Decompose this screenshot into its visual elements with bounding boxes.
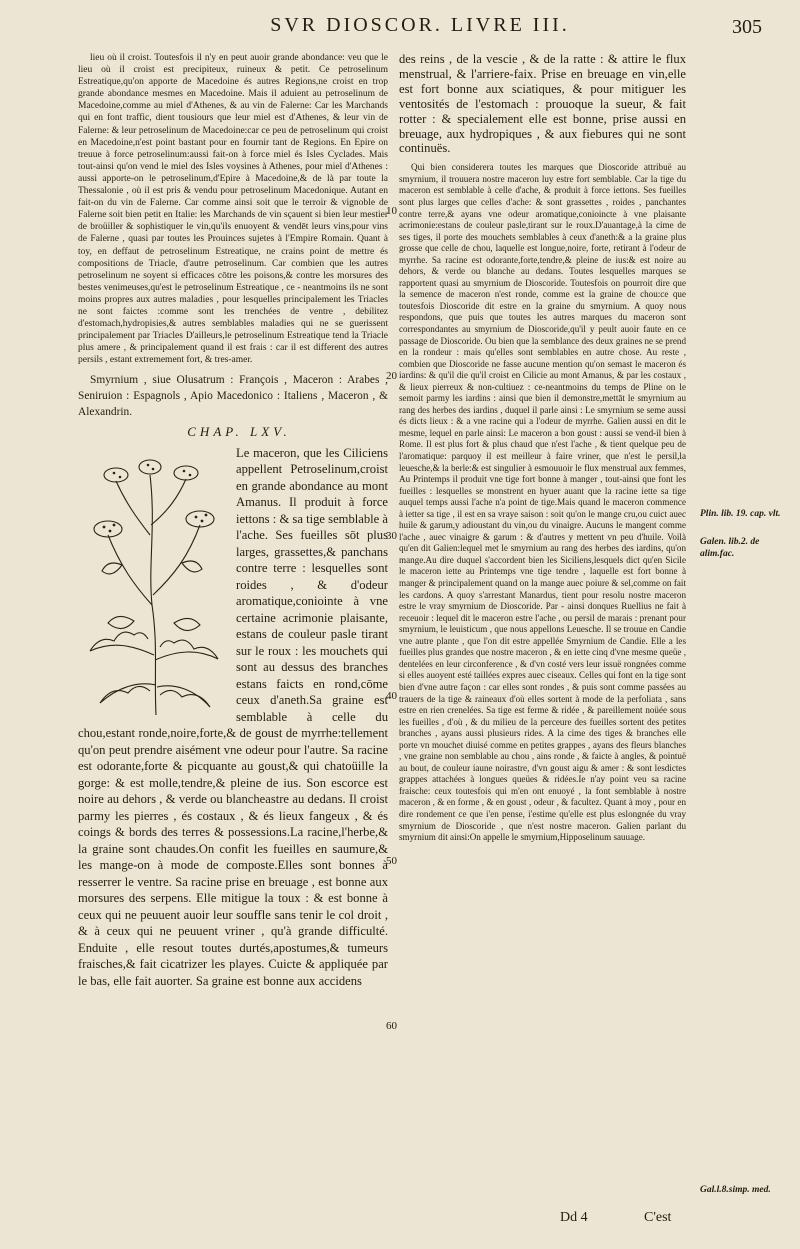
running-head: SVR DIOSCOR. LIVRE III. (270, 14, 570, 36)
catchword: C'est (644, 1210, 672, 1225)
left-paragraph-2: Le maceron, que les Ciliciens appellent Petroselinum,croist en grande abondance au mont Amanus. Il produit à force iettons : & sa tige semblable à l'ache. Ses fueilles sōt plus larges, grassettes,& panchans contre terre : lesquelles sont roides , & d'odeur aromatique,coniointe à vne certaine acrimonie plaisante, estans de couleur pasle tirant sur le roux : les mouchets qui sont au dessus des branches estans faicts en rond,cōme ceux d'aneth.Sa graine est semblable à celle du chou,estant ronde,noire,forte,& de goust de myrrhe:tellement qu'on peut prendre aisément vne odeur pour l'autre. Sa racine est odorante,forte & picquante au goust,& qui chatoüille la gorge: & est molle,tendre,& pleine de ius. Son escorce est noire au dehors , & verde ou blancheastre au dedans. Il croist parmy les pierres , és costaux , & és lieux fangeux , & és coings & bords des terres & possessions.La racine,l'herbe,& la graine sont chaudes.On confit les fueilles en saumure,& les mange-on à mode de composte.Elles sont bonnes à resserrer le ventre. Sa racine prise en breuage , est bonne aux morsures des serpens. Elle mitigue la toux : & est bonne à ceux qui ne peuuent auoir leur souffle sans tenir le col droit , & à ceux qui ne peuuent vriner , qu'à grande difficulté. Enduite , elle resout toutes durtés,apostumes,& tumeurs fraisches,& fait cicatrizer les playes. Cuicte & appliquée par le bas, elle fait auorter. Sa graine est bonne aux accidens (78, 445, 388, 988)
plant-illustration-icon (78, 445, 228, 723)
margin-note-galen-alim: Galen. lib.2. de alim.fac. (700, 537, 760, 559)
line-number-40: 40 (386, 690, 397, 702)
margin-note-galen-simp: Gal.l.8.simp. med. (700, 1185, 771, 1195)
right-paragraph-2: Qui bien considerera toutes les marques que Dioscoride attribuë au smyrnium, il trouuera nostre maceron luy estre fort semblable. Car la tige du maceron est semblable à celle d'ache, & produit à force iettons. Ses fueilles sont plus larges que celles d'ache: & sont grassettes , roides , panchantes contre terre,& ayans vne odeur aromatique,conioincte à vne plaisante acrimonie:estans de couleur pasle,tirant sur le roux.D'auantage,à la cime de ses tiges, il porte des mouchets semblables à ceux d'aneth:& a la graine plus grosse que celle de chou, laquelle est longue,noire, forte, retirant à l'odeur de myrrhe. Sa racine est odorante,forte,tendre,& pleine de ius:& est noire au dehors, & verde ou blanche au dedans. Toutes lesquelles marques se rapportent quasi au smyrnium de Dioscoride. Toutesfois on pourroit dire que la semence de maceron n'est ronde, comme est la graine de chou:ce que toutesfois Dioscoride dit estre en la graine du smyrnium. A quoy nous respondons, que puis que toutes les autres marques du maceron sont correspondantes au smyrnium de Dioscoride,qu'il y peult auoir faute en ce passage de Dioscoride. Ou bien que la semblance des deux graines ne se prend en la rondeur : mais qu'elles sont semblables en autre chose. Au reste , combien que Dioscoride ne fasse aucune mention qu'on semast le maceron és iardins: & qu'il die qu'il croist en Cilicie au mont Amanus, & par les costaux , & lieux pierreux & non-cultiuez : ce-neantmoins du temps de Pline on le semoit parmy les iardins : ainsi que bien il demonstre,mettāt le smyrnium au rang des herbes des iardins , duquel il parle ainsi : Le smyrnium se seme aussi és dicts lieux : & a vne racine qui a l'odeur de myrrhe. Galien aussi en dit le mesme, lequel en parle ainsi: Le maceron a bon goust : aussi se vend-il bien à Rome. Il est plus fort & plus chaud que n'est l'ache , & tient quelque peu de l'aromatique: parquoy il est meilleur à faire vriner, que n'est le persil,la leuesche,& la berle:& est singulier à esmouuoir le flux menstrual aux femmes, Au Printemps il produit vne tige fort bonne à manger , tout-ainsi que font les fueilles : lesquelles se monstrent en hyuer auant que la racine iette sa tige auquel temps aussi l'ache n'a point de tige.Mais quand le maceron commence à ietter sa tige , il est en sa vraye saison : soit qu'on le mange cru,ou cuict auec huile & garum,y adioustant du vin,ou du vinaigre. Aucuns le mangent comme l'ache , auec vinaigre & garum : & d'autres y mettent vn peu d'huile. Voilà qu'en dit Galien:lequel met le smyrnium au rang des herbes des iardins, qu'on mange.Au dire duquel s'accordent bien les Siciliens,lesquels dict qu'en Sicile le maceron iette au Printemps vne tige tendre , laquelle est fort bonne à manger & principalement quand on la mange auec poiure & sel,comme on fait les cardons. A quoy s'arrestant Manardus, tient pour resolu nostre maceron estre le vray smyrnium de Dioscoride. Par - ainsi donques Ruellius ne fait à receuoir : lequel dit le maceron estre l'ache , ou persil de marais : prenant pour smyrnium, le leuisticum , que nous appellons Leuesche. Il se trouue en Candie vne autre plante , que l'on dit estre appellée Smyrnium de Candie. Elle a les fueilles plus grandes que nostre maceron , & en iette cinq d'vne mesme queüe , dentelées en leur circonference , & d'vn costé vers leur issuë rongnées comme si elles auoyent esté taillées expres auec ciseaux. Celles qui font en la tige sont bien d'vne autre façon : car elles sont rondes , & puis sont comme passées au trauers de la tige & raineaux d'où elles sortent à mode de la perfoliata , sans estre en rien crenelées. Sa tige est ferme & ridée , & pareillement noüée sous les fueilles , d'où , & du milieu de la perceure des fueilles sortent des petites branches , ayans aussi plusieurs rides. A la cime des tiges & branches elle porte vn mouchet diuisé comme en petites grappes , ayans des fleurs blanches , vne graine non semblable au chou , ains ronde , & faicte à angles, & pointuë au bout, de couleur iaune noirastre, d'vn goust aigu & amer : & sont lesdictes grappes attachées à longues queües & ridées.Ie n'ay point veu sa racine fraische: ceux toutesfois qui m'en ont enuoyé , la font semblable à nostre maceron , & en forme , & en goust , odeur , & facultez. Quant à moy , pour en dire rondement ce que i'en pense, i'estime qu'elle est plus eslongnée du vray smyrnium de Dioscoride , que n'est nostre maceron. Galien parlant du smyrnium dit ainsi:On appelle le smyrnium,Hipposelinum sauuage. (399, 162, 686, 843)
chapter-heading: CHAP. LXV. (187, 424, 291, 440)
left-paragraph-1: lieu où il croist. Toutesfois il n'y en peut auoir grande abondance: veu que le lieu où il croist est precipiteux, ruineux & petit. Ce petroselinum Estreatique,qu'on apporte de Macedoine és autres Regions,ne croist en trop grande abondance mesmes en Macedoine. Mais il aduient au petroselinum de Macedoine,comme au miel d'Athenes, & au vin de Falerne: Car les Marchands qui en font traffic, dient tousiours que leur miel est d'Athenes, & leur vin de Falerne: & leur petroselinum de Macedoine:car ce peu de petroselinum qui croist en Macedoine,n'est point bastant pour en fournir tant de Regions. En Epire on treuue à force petroselinum:aussi fait-on à force miel és Isles Cyclades. Mais tout-ainsi qu'on vend le miel des Isles voysines à Athenes, pour miel d'Athenes : aussi apporte-on le petroselinum,d'Epire à Macedoine,& de là par toute la Thessalonie , où il est pris & vendu pour petroselinum Macedonique. Autant en fait-on du vin de Falerne. Car comme ainsi soit que le terroir & vignoble de Falerne soit bien petit en Italie: les Marchands de vin sçauent si bien leur mestier de broüiller & sophistiquer le vin,qu'ils enuoyent & vendēt leurs vins,pour vins de Falerne , quasi par toutes les Prouinces sujetes à l'Empire Romain. Quant à toy, en deffaut de petroselinum Estreatique, ne crains point de mettre és compositions de Triacle, d'autre petroselinum. Car combien que les autres petroselinum ne soyent si efficaces cōtre les poisons,& contre les morsures des bestes venimeuses,qu'est le petroselinum Estreatique , ce - neantmoins ils ne sont moins propres aux autres maladies , pour lesquelles principalement les Triacles ne sont faictes :comme sont les trenchées de ventre , debilitez d'estomach,hydropisies,& autres semblables maladies qui ne se guerissent principalement par Triacles D'ailleurs,le petroselinum Estreatique tend la Triacle plus amere , & principalement quand il est frais : car il est different des autres persils , estant extremement fort, & tres-amer. (78, 53, 388, 366)
line-number-20: 20 (386, 370, 397, 382)
left-column (78, 52, 388, 1202)
right-column (399, 52, 686, 1202)
page-number: 305 (732, 16, 762, 38)
margin-note-pliny: Plin. lib. 19. cap. vlt. (700, 509, 781, 519)
plant-illustration-svg (78, 445, 228, 723)
line-number-60: 60 (386, 1020, 397, 1032)
page-header (0, 14, 800, 44)
line-number-30: 30 (386, 530, 397, 542)
right-paragraph-1: des reins , de la vescie , & de la ratte : & attire le flux menstrual, & l'arriere-faix. Prise en breuage en vin,elle est fort bonne aux sciatiques, & pour mitiguer les ventosités de l'estomach : prouoque la sueur, & fait rotter : & specialement elle est bonne, prise aussi en breuage, aux hydropiques , & aux fiebures qui ne sont continuës. (399, 52, 686, 156)
synonyms-line: Smyrnium , siue Olusatrum : François , Maceron : Arabes , Seniruion : Espagnols , Apio Macedonico : Italiens , Maceron , & Alexandrin. (78, 374, 388, 419)
line-number-50: 50 (386, 855, 397, 867)
signature-mark: Dd 4 (560, 1210, 588, 1225)
line-number-10: 10 (386, 205, 397, 217)
